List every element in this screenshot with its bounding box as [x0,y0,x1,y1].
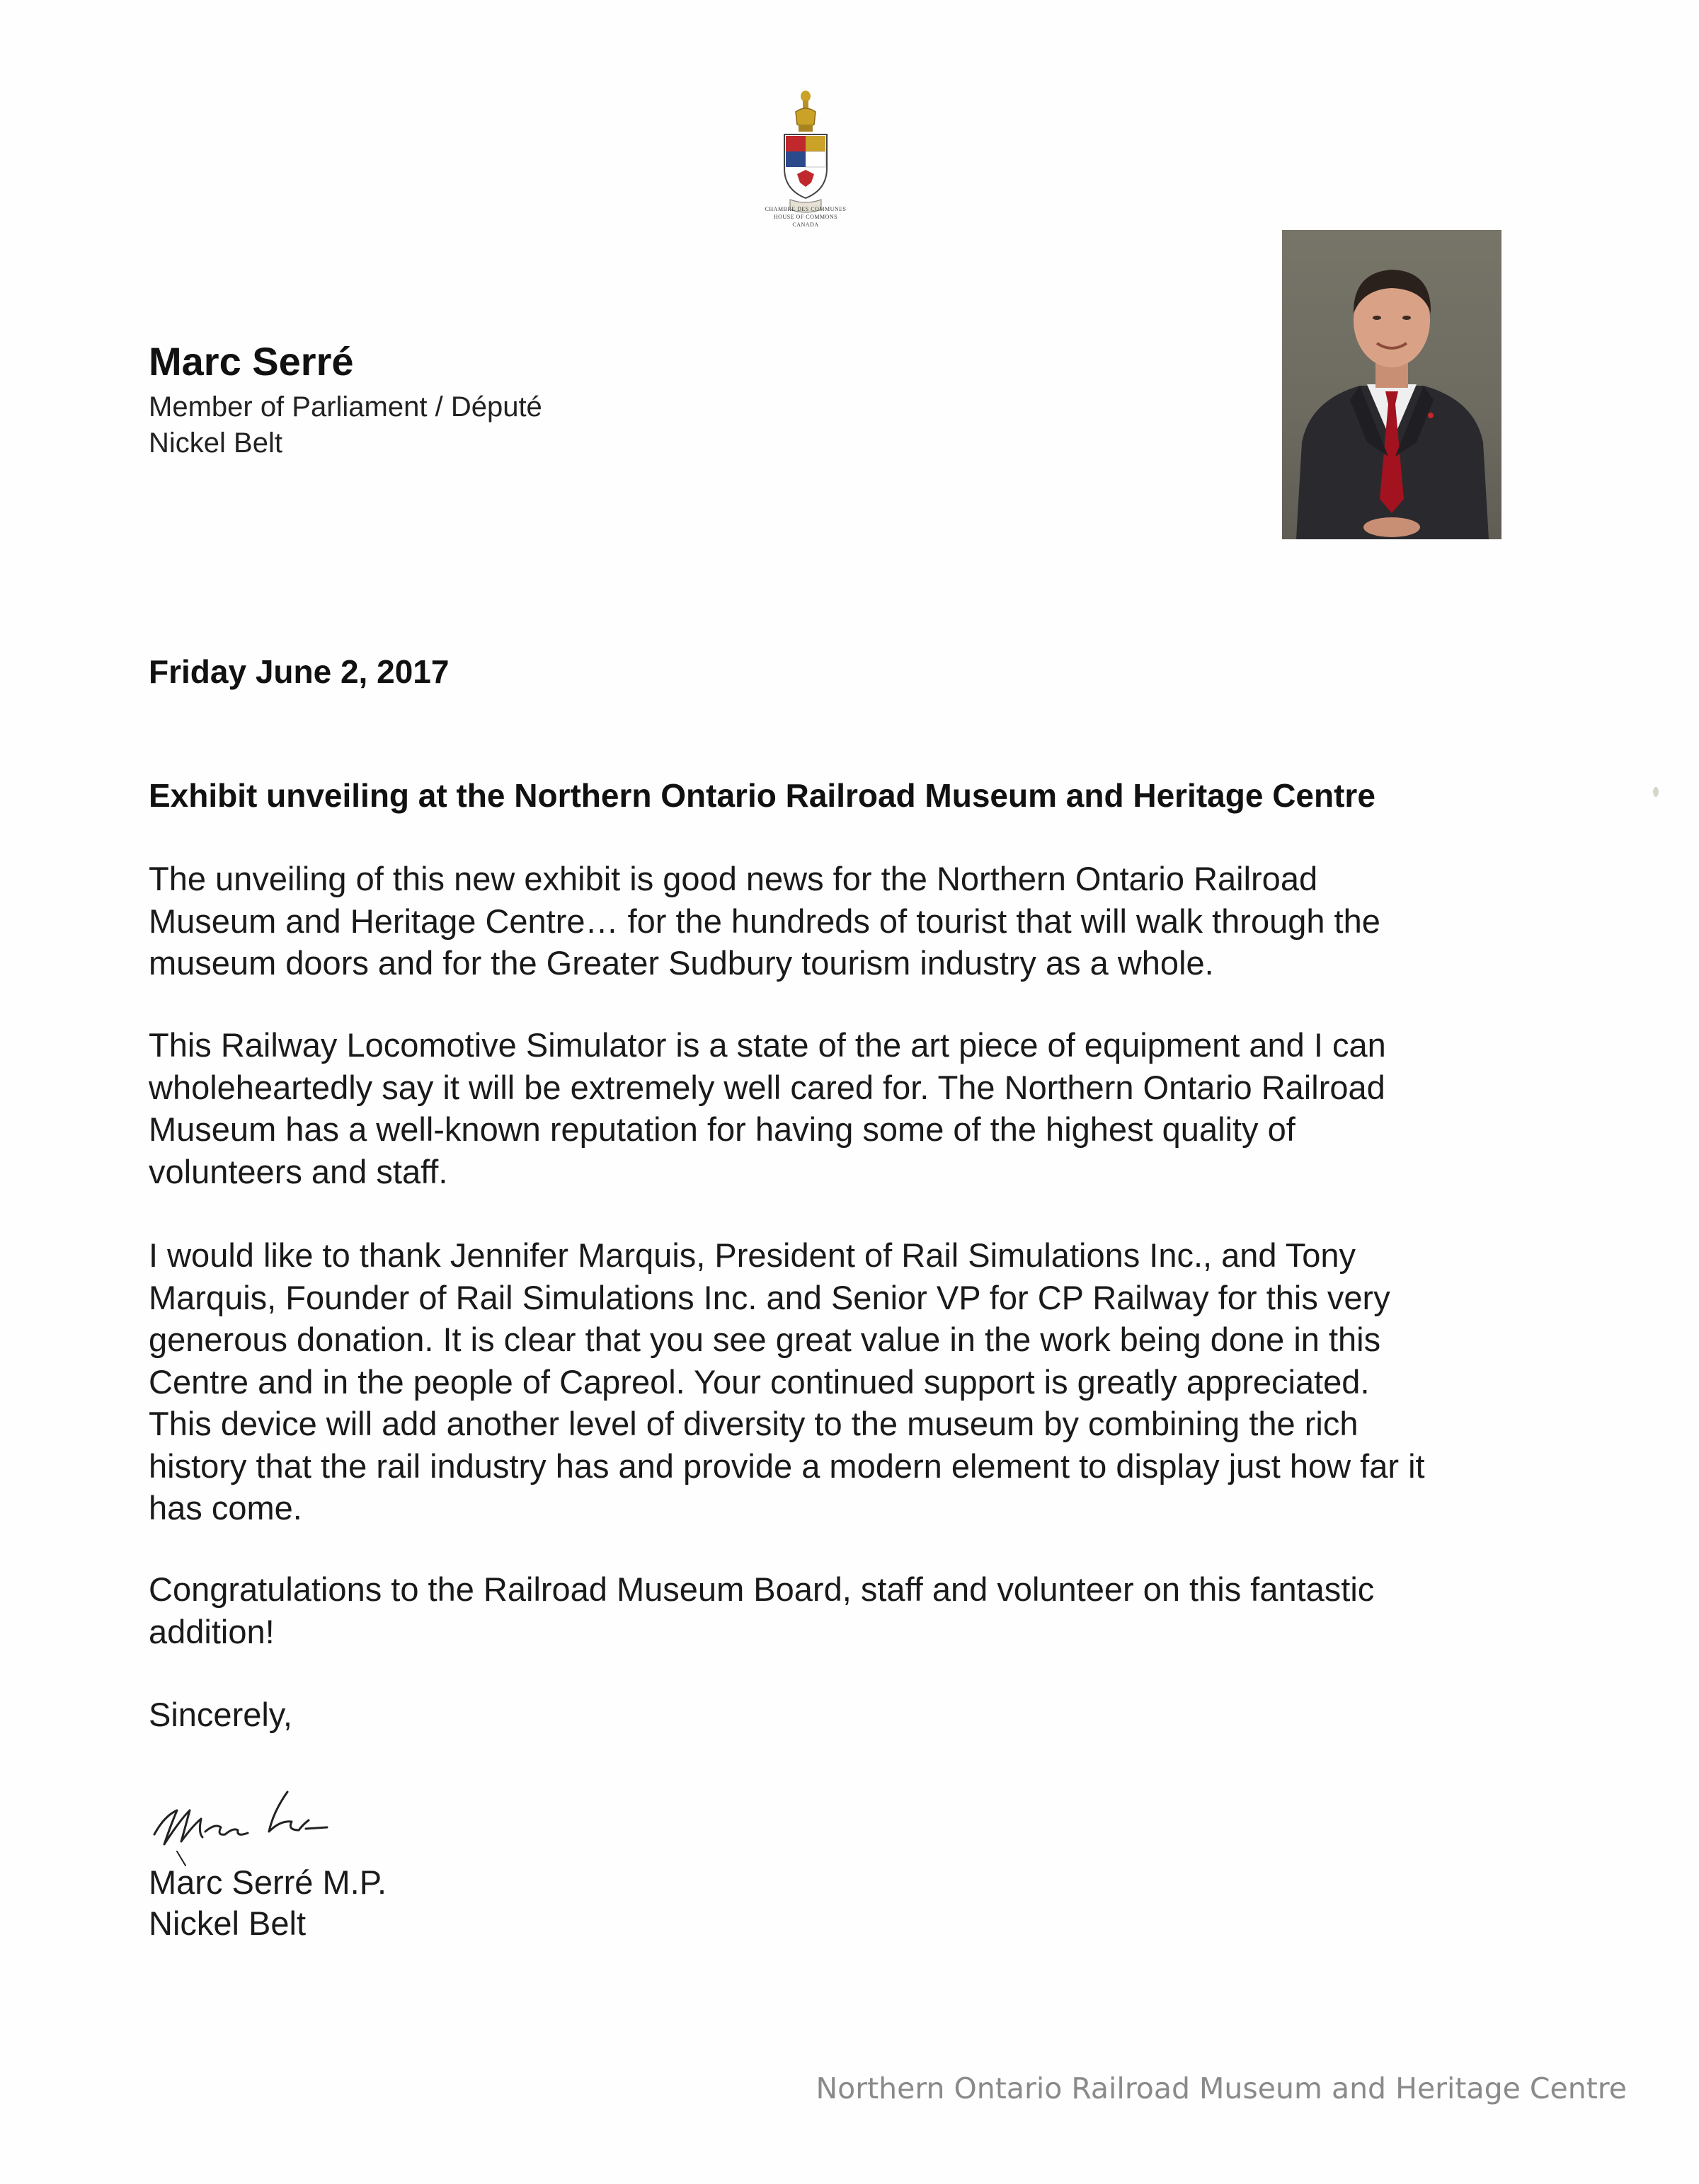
body-paragraph-2 [149,1024,1593,1192]
crest-caption-line2: HOUSE OF COMMONS [773,214,838,220]
paragraph-line: Centre and in the people of Capreol. Your continued support is greatly appreciated. [149,1362,1370,1401]
signature-name: Marc Serré M.P. [149,1863,387,1901]
body-paragraph-4 [149,1568,1593,1653]
paragraph-line: This device will add another level of diversity to the museum by combining the rich [149,1405,1358,1442]
signature-riding: Nickel Belt [149,1904,307,1942]
letterhead-riding: Nickel Belt [149,427,282,459]
paragraph-line: museum doors and for the Greater Sudbury tourism industry as a whole. [149,944,1214,982]
paragraph-line: The unveiling of this new exhibit is good news for the Northern Ontario Railroad [149,860,1318,897]
handwritten-signature-icon [149,1776,354,1875]
paragraph-line: Museum and Heritage Centre… for the hundreds of tourist that will walk through the [149,902,1380,940]
paragraph-line: wholeheartedly say it will be extremely well cared for. The Northern Ontario Railroad [149,1068,1385,1106]
paragraph-line: has come. [149,1489,302,1527]
crest-caption-line3: CANADA [792,222,819,228]
paragraph-line: This Railway Locomotive Simulator is a state of the art piece of equipment and I can [149,1026,1386,1064]
body-paragraph-1 [149,858,1593,984]
paragraph-line: Museum has a well-known reputation for having some of the highest quality of [149,1110,1295,1148]
paragraph-line: I would like to thank Jennifer Marquis, President of Rail Simulations Inc., and Tony [149,1236,1356,1274]
museum-watermark: Northern Ontario Railroad Museum and Heritage Centre [816,2071,1627,2105]
letterhead-title: Member of Parliament / Député [149,391,542,423]
paragraph-line: history that the rail industry has and provide a modern element to display just how far it [149,1447,1425,1485]
crest-caption [736,205,875,229]
paragraph-line: volunteers and staff. [149,1152,448,1190]
paragraph-line: addition! [149,1612,275,1650]
body-paragraph-3 [149,1234,1593,1529]
crest-caption-line1: CHAMBRE DES COMMUNES [765,206,847,212]
scan-speck [1653,787,1659,797]
letter-date: Friday June 2, 2017 [149,653,450,690]
paragraph-line: generous donation. It is clear that you see great value in the work being done in this [149,1321,1381,1358]
paragraph-line: Marquis, Founder of Rail Simulations Inc. and Senior VP for CP Railway for this very [149,1278,1390,1316]
letterhead-name: Marc Serré [149,339,354,384]
letter-closing: Sincerely, [149,1696,292,1733]
portrait-photo [1282,230,1501,539]
paragraph-line: Congratulations to the Railroad Museum Board, staff and volunteer on this fantastic [149,1570,1375,1608]
letter-subject: Exhibit unveiling at the Northern Ontario Railroad Museum and Heritage Centre [149,777,1375,814]
